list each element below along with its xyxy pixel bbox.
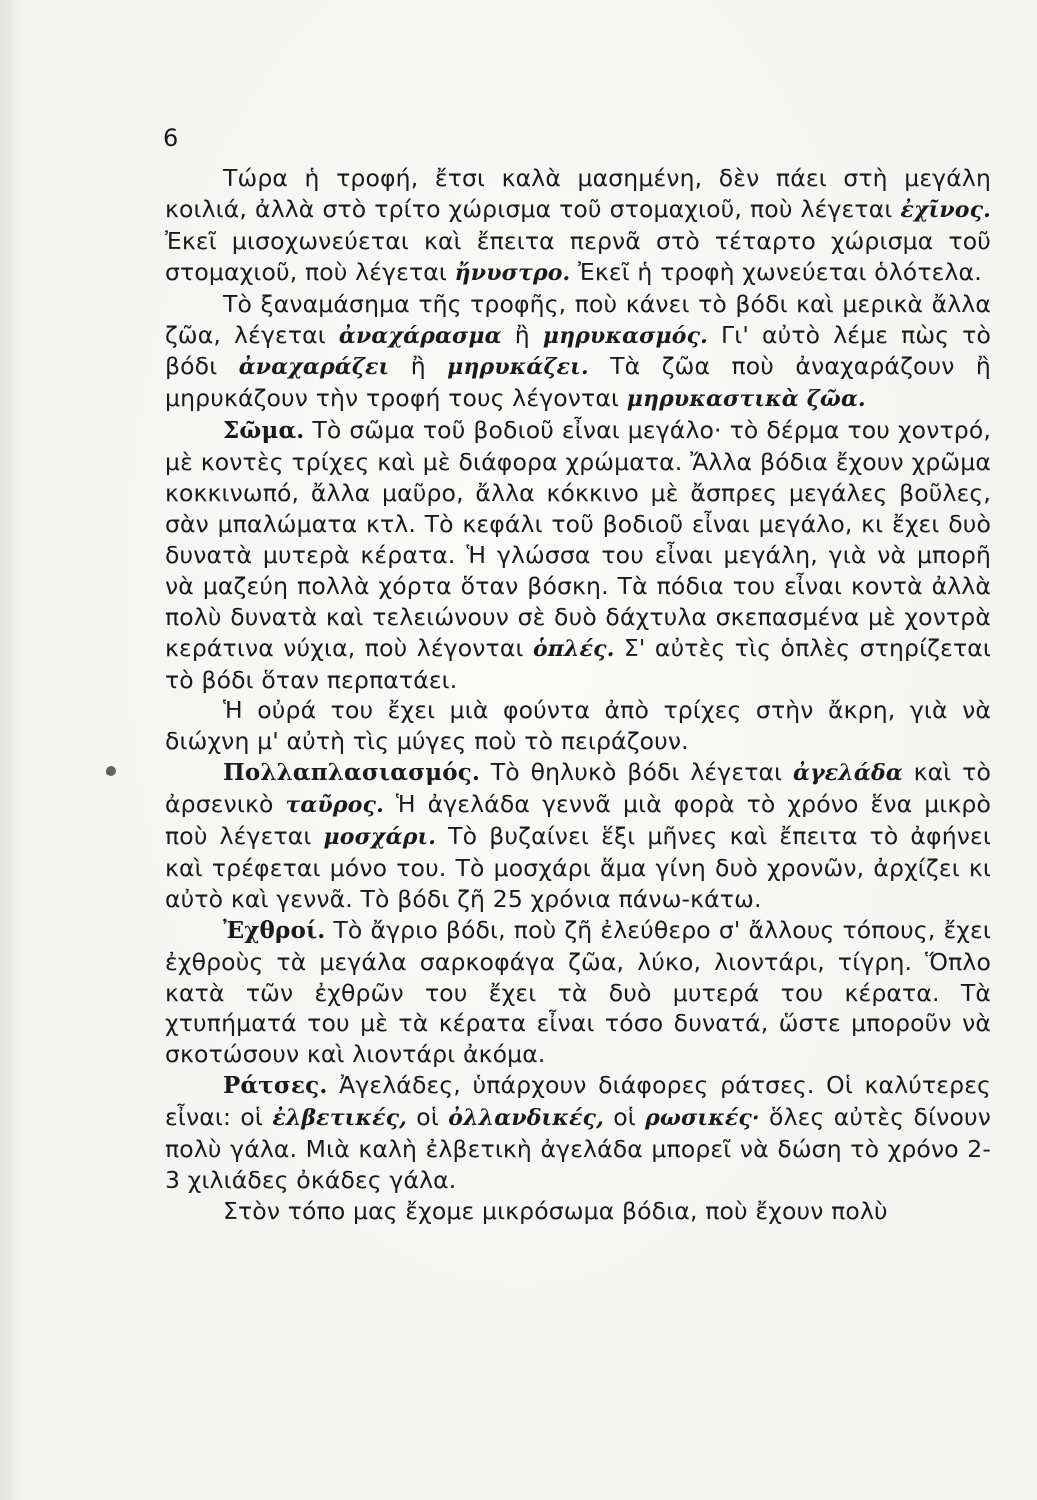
term-italic: μηρυκαστικὰ ζῶα. bbox=[626, 386, 866, 413]
term-italic: ἐλβετικές, bbox=[272, 1105, 407, 1132]
ink-smudge bbox=[104, 764, 118, 778]
text-run: ὅλες αὐτὲς δίνουν πολὺ γάλα. Μιὰ καλὴ ἐλβετικὴ ἀγελάδα μπορεῖ νὰ δώση τὸ χρόνο 2-3 χιλιάδες ὀκάδες γάλα. bbox=[165, 1103, 992, 1194]
term-italic: ἀναχάρασμα bbox=[338, 322, 502, 349]
text-run: οἱ bbox=[603, 1103, 646, 1132]
term-italic: μηρυκάζει. bbox=[447, 354, 589, 381]
text-run: Τὸ ἄγριο βόδι, ποὺ ζῆ ἐλεύθερο σ' ἄλλους τόπους, ἔχει ἐχθροὺς τὰ μεγάλα σαρκοφάγα ζῶα, λύκο, λιοντάρι, τίγρη. Ὅπλο κατὰ τῶν ἐχθρῶν του ἔχει τὰ δυὸ μυτερά του κέρατα. Τὰ χτυπήματά του μὲ τὰ κέρατα εἶναι τόσο δυνατά, ὥστε μποροῦν νὰ σκοτώσουν καὶ λιοντάρι ἀκόμα. bbox=[165, 915, 991, 1069]
section-heading: Ράτσες. bbox=[223, 1072, 328, 1100]
text-run: Σ' αὐτὲς τὶς ὁπλὲς στηρίζεται τὸ βόδι ὅταν περπατάει. bbox=[165, 633, 992, 694]
paragraph bbox=[165, 915, 991, 1071]
text-run: Τὰ ζῶα ποὺ ἀναχαράζουν ἢ μηρυκάζουν τὴν τροφή τους λέγονται bbox=[165, 352, 991, 413]
term-italic: ταῦρος. bbox=[285, 792, 384, 819]
text-run: Γι' αὐτὸ λέμε πὼς τὸ βόδι bbox=[165, 320, 991, 381]
text-run: ἢ bbox=[389, 352, 448, 381]
term-italic: ἤνυστρο. bbox=[454, 259, 571, 286]
paragraph bbox=[165, 757, 991, 915]
term-italic: μηρυκασμός. bbox=[542, 322, 708, 349]
text-run: Τὸ ξαναμάσημα τῆς τροφῆς, ποὺ κάνει τὸ βόδι καὶ μερικὰ ἄλλα ζῶα, λέγεται bbox=[165, 289, 991, 349]
text-run: Στὸν τόπο μας ἔχομε μικρόσωμα βόδια, ποὺ ἔχουν πολὺ bbox=[223, 1196, 888, 1225]
text-run: Τώρα ἡ τροφή, ἔτσι καλὰ μασημένη, δὲν πάει στὴ μεγάλη κοιλιά, ἀλλὰ στὸ τρίτο χώρισμα τοῦ στομαχιοῦ, ποὺ λέγεται bbox=[165, 164, 991, 223]
text-run: οἱ bbox=[406, 1103, 449, 1132]
paragraph bbox=[165, 1196, 991, 1227]
term-italic: ἐχῖνος. bbox=[900, 196, 991, 223]
text-run: ἢ bbox=[501, 320, 543, 349]
paragraph bbox=[165, 163, 991, 289]
text-run: Ἐκεῖ μισοχωνεύεται καὶ ἔπειτα περνᾶ στὸ τέταρτο χώρισμα τοῦ στομαχιοῦ, ποὺ λέγεται bbox=[165, 226, 991, 286]
section-heading: Σῶμα. bbox=[223, 417, 305, 445]
text-run: Ἐκεῖ ἡ τροφὴ χωνεύεται ὁλότελα. bbox=[570, 257, 982, 286]
term-italic: ἀγελάδα bbox=[793, 760, 903, 787]
text-run: καὶ τὸ ἀρσενικὸ bbox=[165, 758, 992, 819]
text-run: Τὸ σῶμα τοῦ βοδιοῦ εἶναι μεγάλο· τὸ δέρμα του χοντρό, μὲ κοντὲς τρίχες καὶ μὲ διάφορα χρώματα. Ἄλλα βόδια ἔχουν χρῶμα κοκκινωπό, ἄλλα μαῦρο, ἄλλα κόκκινο μὲ ἄσπρες μεγάλες βοῦλες, σὰν μπαλώματα κτλ. Τὸ κεφάλι τοῦ βοδιοῦ εἶναι μεγάλο, κι ἔχει δυὸ δυνατὰ μυτερὰ κέρατα. Ἡ γλώσσα του εἶναι μεγάλη, γιὰ νὰ μπορῆ νὰ μαζεύη πολλὰ χόρτα ὅταν βόσκη. Τὰ πόδια του εἶναι κοντὰ ἀλλὰ πολὺ δυνατὰ καὶ τελειώνουν σὲ δυὸ δάχτυλα σκεπασμένα μὲ χοντρὰ κεράτινα νύχια, ποὺ λέγονται bbox=[165, 416, 991, 662]
paragraph bbox=[165, 415, 991, 695]
text-run: Τὸ βυζαίνει ἕξι μῆνες καὶ ἔπειτα τὸ ἀφήνει καὶ τρέφεται μόνο του. Τὸ μοσχάρι ἅμα γίνη δυὸ χρονῶν, ἀρχίζει κι αὐτὸ καὶ γεννᾶ. Τὸ βόδι ζῆ 25 χρόνια πάνω-κάτω. bbox=[165, 822, 991, 913]
term-italic: ὀλλανδικές, bbox=[448, 1105, 604, 1132]
term-italic: μοσχάρι. bbox=[323, 824, 437, 851]
section-heading: Πολλαπλασιασμός. bbox=[223, 759, 481, 787]
text-run: Ἀγελάδες, ὑπάρχουν διάφορες ράτσες. Οἱ καλύτερες εἶναι: οἱ bbox=[165, 1071, 991, 1132]
text-run: Τὸ θηλυκὸ βόδι λέγεται bbox=[480, 758, 794, 787]
term-italic: ρωσικές· bbox=[645, 1105, 760, 1132]
text-run: Ἡ ἀγελάδα γεννᾶ μιὰ φορὰ τὸ χρόνο ἕνα μικρὸ ποὺ λέγεται bbox=[165, 790, 991, 851]
page-number: 6 bbox=[163, 124, 179, 152]
paragraph bbox=[165, 1070, 991, 1196]
term-italic: ὁπλές. bbox=[532, 635, 615, 662]
section-heading: Ἐχθροί. bbox=[223, 916, 326, 944]
text-run: Ἡ οὐρά του ἔχει μιὰ φούντα ἀπὸ τρίχες στὴν ἄκρη, γιὰ νὰ διώχνη μ' αὐτὴ τὶς μύγες ποὺ τὸ πειράζουν. bbox=[165, 696, 991, 756]
body-text bbox=[165, 163, 991, 1227]
paragraph bbox=[165, 695, 991, 757]
paragraph bbox=[165, 289, 991, 416]
term-italic: ἀναχαράζει bbox=[238, 354, 390, 381]
